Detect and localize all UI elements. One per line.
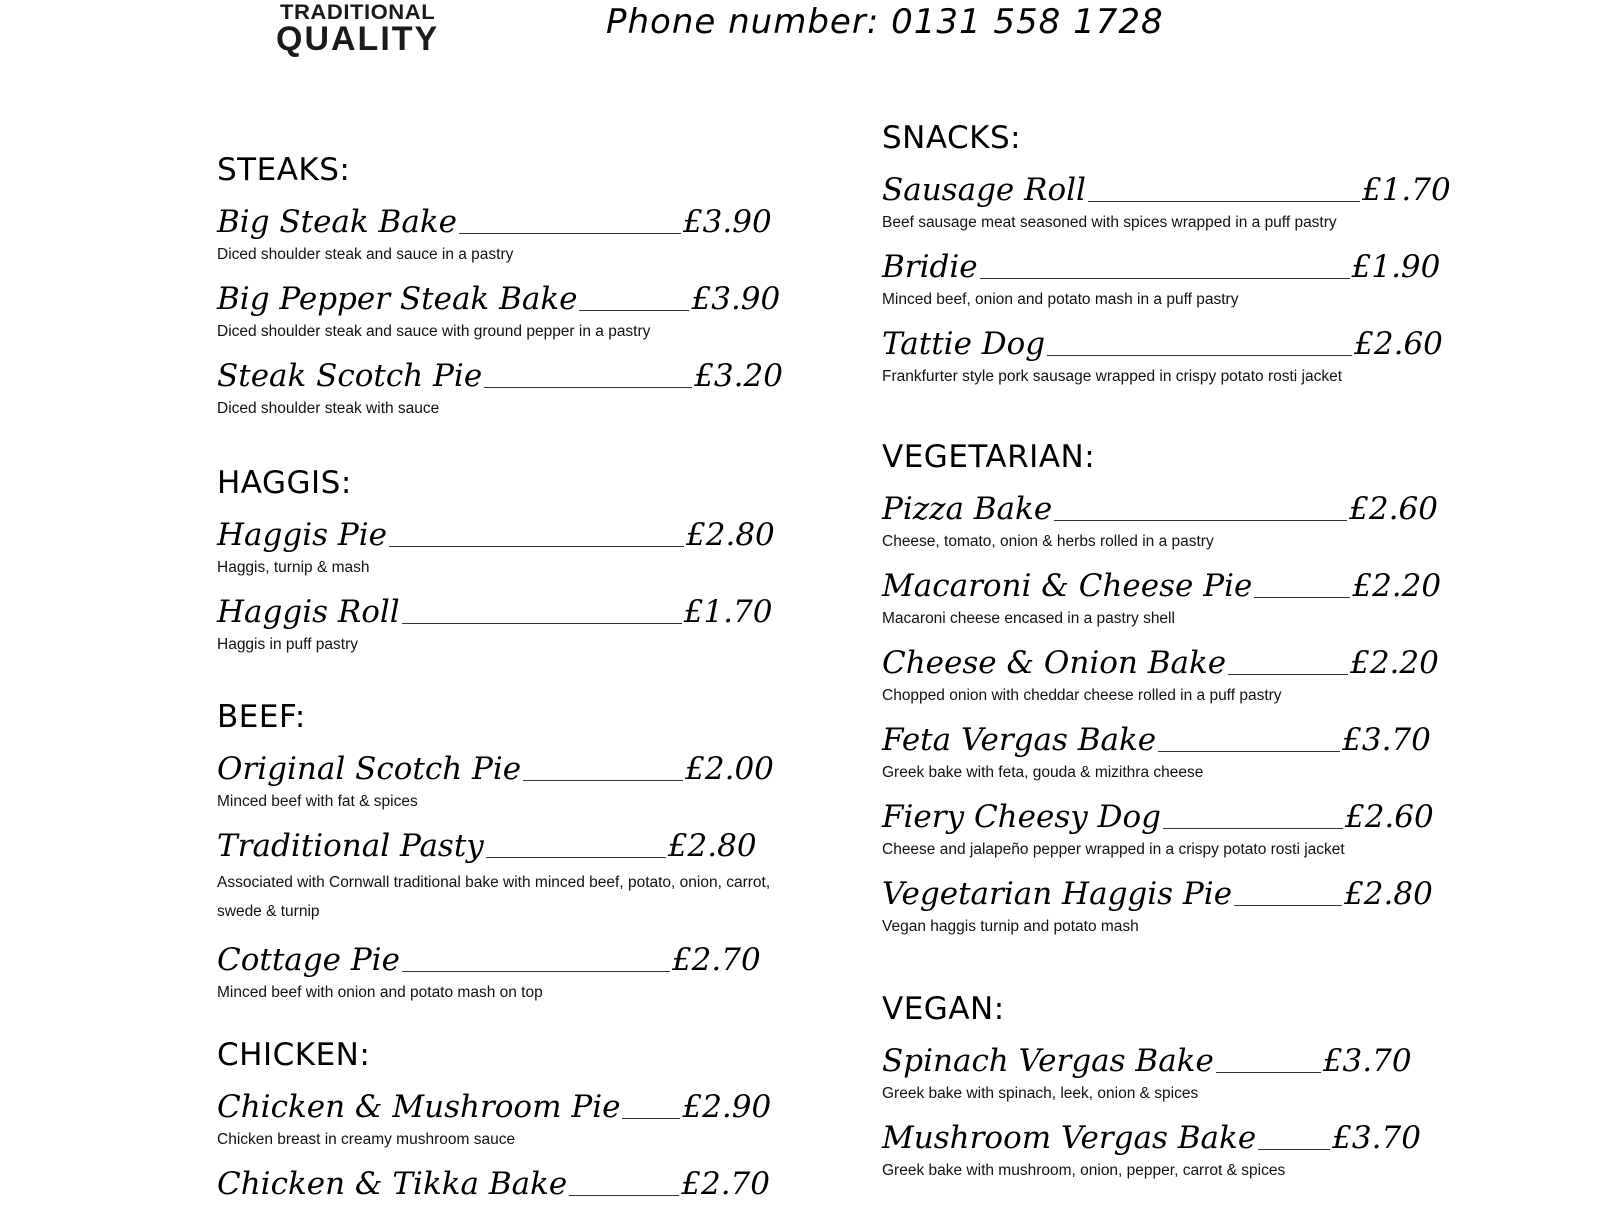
logo-line-2: QUALITY: [276, 20, 440, 58]
leader-line: [980, 277, 1350, 279]
section-vegetarian: [882, 437, 1482, 949]
section-chicken: [217, 1035, 817, 1218]
item-description: Diced shoulder steak with sauce: [217, 400, 440, 417]
item-price: £2.00: [685, 751, 774, 787]
leader-line: [402, 970, 670, 972]
item-description: Minced beef with onion and potato mash on top: [217, 984, 543, 1001]
leader-line: [1088, 200, 1360, 202]
item-price: £2.70: [681, 1166, 770, 1202]
section-title: SNACKS:: [882, 120, 1022, 156]
leader-line: [1234, 904, 1342, 906]
leader-line: [523, 779, 683, 781]
leader-line: [389, 545, 684, 547]
menu-item: [882, 564, 1482, 629]
section-title: STEAKS:: [217, 152, 351, 188]
item-description: Chopped onion with cheddar cheese rolled in a puff pastry: [882, 687, 1282, 704]
item-description: Macaroni cheese encased in a pastry shell: [882, 610, 1175, 627]
item-description: Diced shoulder steak and sauce in a pastry: [217, 246, 514, 263]
leader-line: [1163, 827, 1343, 829]
menu-item: [882, 245, 1482, 310]
item-name: Original Scotch Pie: [217, 751, 522, 787]
item-name: Feta Vergas Bake: [882, 722, 1157, 758]
menu-item: [217, 513, 817, 578]
section-title: VEGAN:: [882, 991, 1005, 1027]
menu-item: [217, 1085, 817, 1150]
item-price: £2.60: [1344, 799, 1434, 835]
item-description: Chicken breast in creamy mushroom sauce: [217, 1131, 516, 1148]
menu-item: [882, 1039, 1482, 1104]
item-price: £1.70: [683, 594, 773, 630]
item-name: Fiery Cheesy Dog: [882, 799, 1161, 835]
leader-line: [486, 856, 666, 858]
leader-line: [1158, 750, 1340, 752]
leader-line: [1258, 1148, 1330, 1150]
leader-line: [569, 1194, 679, 1196]
item-name: Macaroni & Cheese Pie: [882, 568, 1253, 604]
item-name: Tattie Dog: [882, 326, 1046, 362]
menu-item: [217, 590, 817, 655]
item-name: Steak Scotch Pie: [217, 358, 483, 394]
menu-item: [217, 824, 817, 926]
item-description: Cheese and jalapeño pepper wrapped in a crispy potato rosti jacket: [882, 841, 1345, 858]
menu-item: [217, 354, 817, 419]
leader-line: [579, 309, 689, 311]
item-price: £2.20: [1350, 645, 1439, 681]
item-name: Haggis Roll: [217, 594, 400, 630]
item-price: £2.20: [1352, 568, 1442, 604]
phone-number: Phone number: 0131 558 1728: [606, 2, 1164, 42]
leader-line: [622, 1117, 680, 1119]
item-name: Vegetarian Haggis Pie: [882, 876, 1233, 912]
item-name: Chicken & Mushroom Pie: [217, 1089, 621, 1125]
traditional-quality-logo: [276, 1, 440, 58]
item-price: £3.90: [682, 204, 772, 240]
item-price: £3.20: [694, 358, 783, 394]
section-steaks: [217, 150, 817, 431]
item-description: Haggis in puff pastry: [217, 636, 359, 653]
item-name: Traditional Pasty: [217, 828, 484, 864]
item-name: Cheese & Onion Bake: [882, 645, 1227, 681]
item-description: Greek bake with spinach, leek, onion & spices: [882, 1085, 1199, 1102]
item-description: Haggis, turnip & mash: [217, 559, 370, 576]
item-name: Big Steak Bake: [217, 204, 457, 240]
menu-item: [882, 168, 1482, 233]
leader-line: [484, 386, 692, 388]
leader-line: [1054, 519, 1347, 521]
item-description: Minced beef with fat & spices: [217, 793, 418, 810]
item-price: £3.70: [1322, 1043, 1412, 1079]
item-price: £1.70: [1361, 172, 1451, 208]
item-price: £3.70: [1332, 1120, 1421, 1156]
section-title: HAGGIS:: [217, 465, 352, 501]
item-name: Haggis Pie: [217, 517, 388, 553]
menu-item: [217, 747, 817, 812]
section-haggis: [217, 463, 817, 667]
logo-line-1: TRADITIONAL: [279, 1, 436, 24]
item-description: Cheese, tomato, onion & herbs rolled in a pastry: [882, 533, 1214, 550]
section-beef: [217, 697, 817, 1015]
menu-item: [217, 277, 817, 342]
leader-line: [1228, 673, 1348, 675]
item-name: Pizza Bake: [882, 491, 1053, 527]
section-title: BEEF:: [217, 699, 306, 735]
item-name: Mushroom Vergas Bake: [882, 1120, 1257, 1156]
menu-item: [882, 795, 1482, 860]
item-price: £2.90: [682, 1089, 772, 1125]
item-name: Cottage Pie: [217, 942, 400, 978]
item-name: Spinach Vergas Bake: [882, 1043, 1214, 1079]
item-price: £2.70: [671, 942, 761, 978]
item-description: Greek bake with mushroom, onion, pepper, carrot & spices: [882, 1162, 1286, 1179]
item-name: Sausage Roll: [882, 172, 1086, 208]
section-snacks: [882, 118, 1482, 399]
menu-item: [882, 718, 1482, 783]
item-description: Associated with Cornwall traditional bake with minced beef, potato, onion, carrot, swede & turnip: [217, 874, 771, 920]
leader-line: [459, 232, 681, 234]
item-price: £3.90: [691, 281, 781, 317]
item-description: Greek bake with feta, gouda & mizithra cheese: [882, 764, 1204, 781]
item-price: £2.80: [667, 828, 757, 864]
menu-item: [217, 1162, 817, 1206]
menu-item: [882, 487, 1482, 552]
item-description: Vegan haggis turnip and potato mash: [882, 918, 1139, 935]
section-title: VEGETARIAN:: [882, 439, 1096, 475]
menu-item: [882, 322, 1482, 387]
item-price: £2.60: [1354, 326, 1443, 362]
item-description: Frankfurter style pork sausage wrapped in crispy potato rosti jacket: [882, 368, 1343, 385]
item-description: Minced beef, onion and potato mash in a puff pastry: [882, 291, 1239, 308]
menu-item: [217, 200, 817, 265]
item-price: £1.90: [1351, 249, 1441, 285]
item-name: Chicken & Tikka Bake: [217, 1166, 568, 1202]
section-title: CHICKEN:: [217, 1037, 371, 1073]
item-price: £2.60: [1349, 491, 1438, 527]
item-price: £2.80: [1344, 876, 1433, 912]
leader-line: [1047, 354, 1352, 356]
leader-line: [1254, 596, 1350, 598]
item-description: Diced shoulder steak and sauce with ground pepper in a pastry: [217, 323, 651, 340]
leader-line: [402, 622, 682, 624]
menu-item: [882, 872, 1482, 937]
item-name: Bridie: [882, 249, 978, 285]
item-name: Big Pepper Steak Bake: [217, 281, 578, 317]
item-price: £2.80: [686, 517, 775, 553]
menu-item: [882, 641, 1482, 706]
menu-item: [882, 1116, 1482, 1181]
item-description: Beef sausage meat seasoned with spices wrapped in a puff pastry: [882, 214, 1337, 231]
section-vegan: [882, 989, 1482, 1193]
leader-line: [1216, 1071, 1321, 1073]
item-price: £3.70: [1342, 722, 1431, 758]
menu-item: [217, 938, 817, 1003]
